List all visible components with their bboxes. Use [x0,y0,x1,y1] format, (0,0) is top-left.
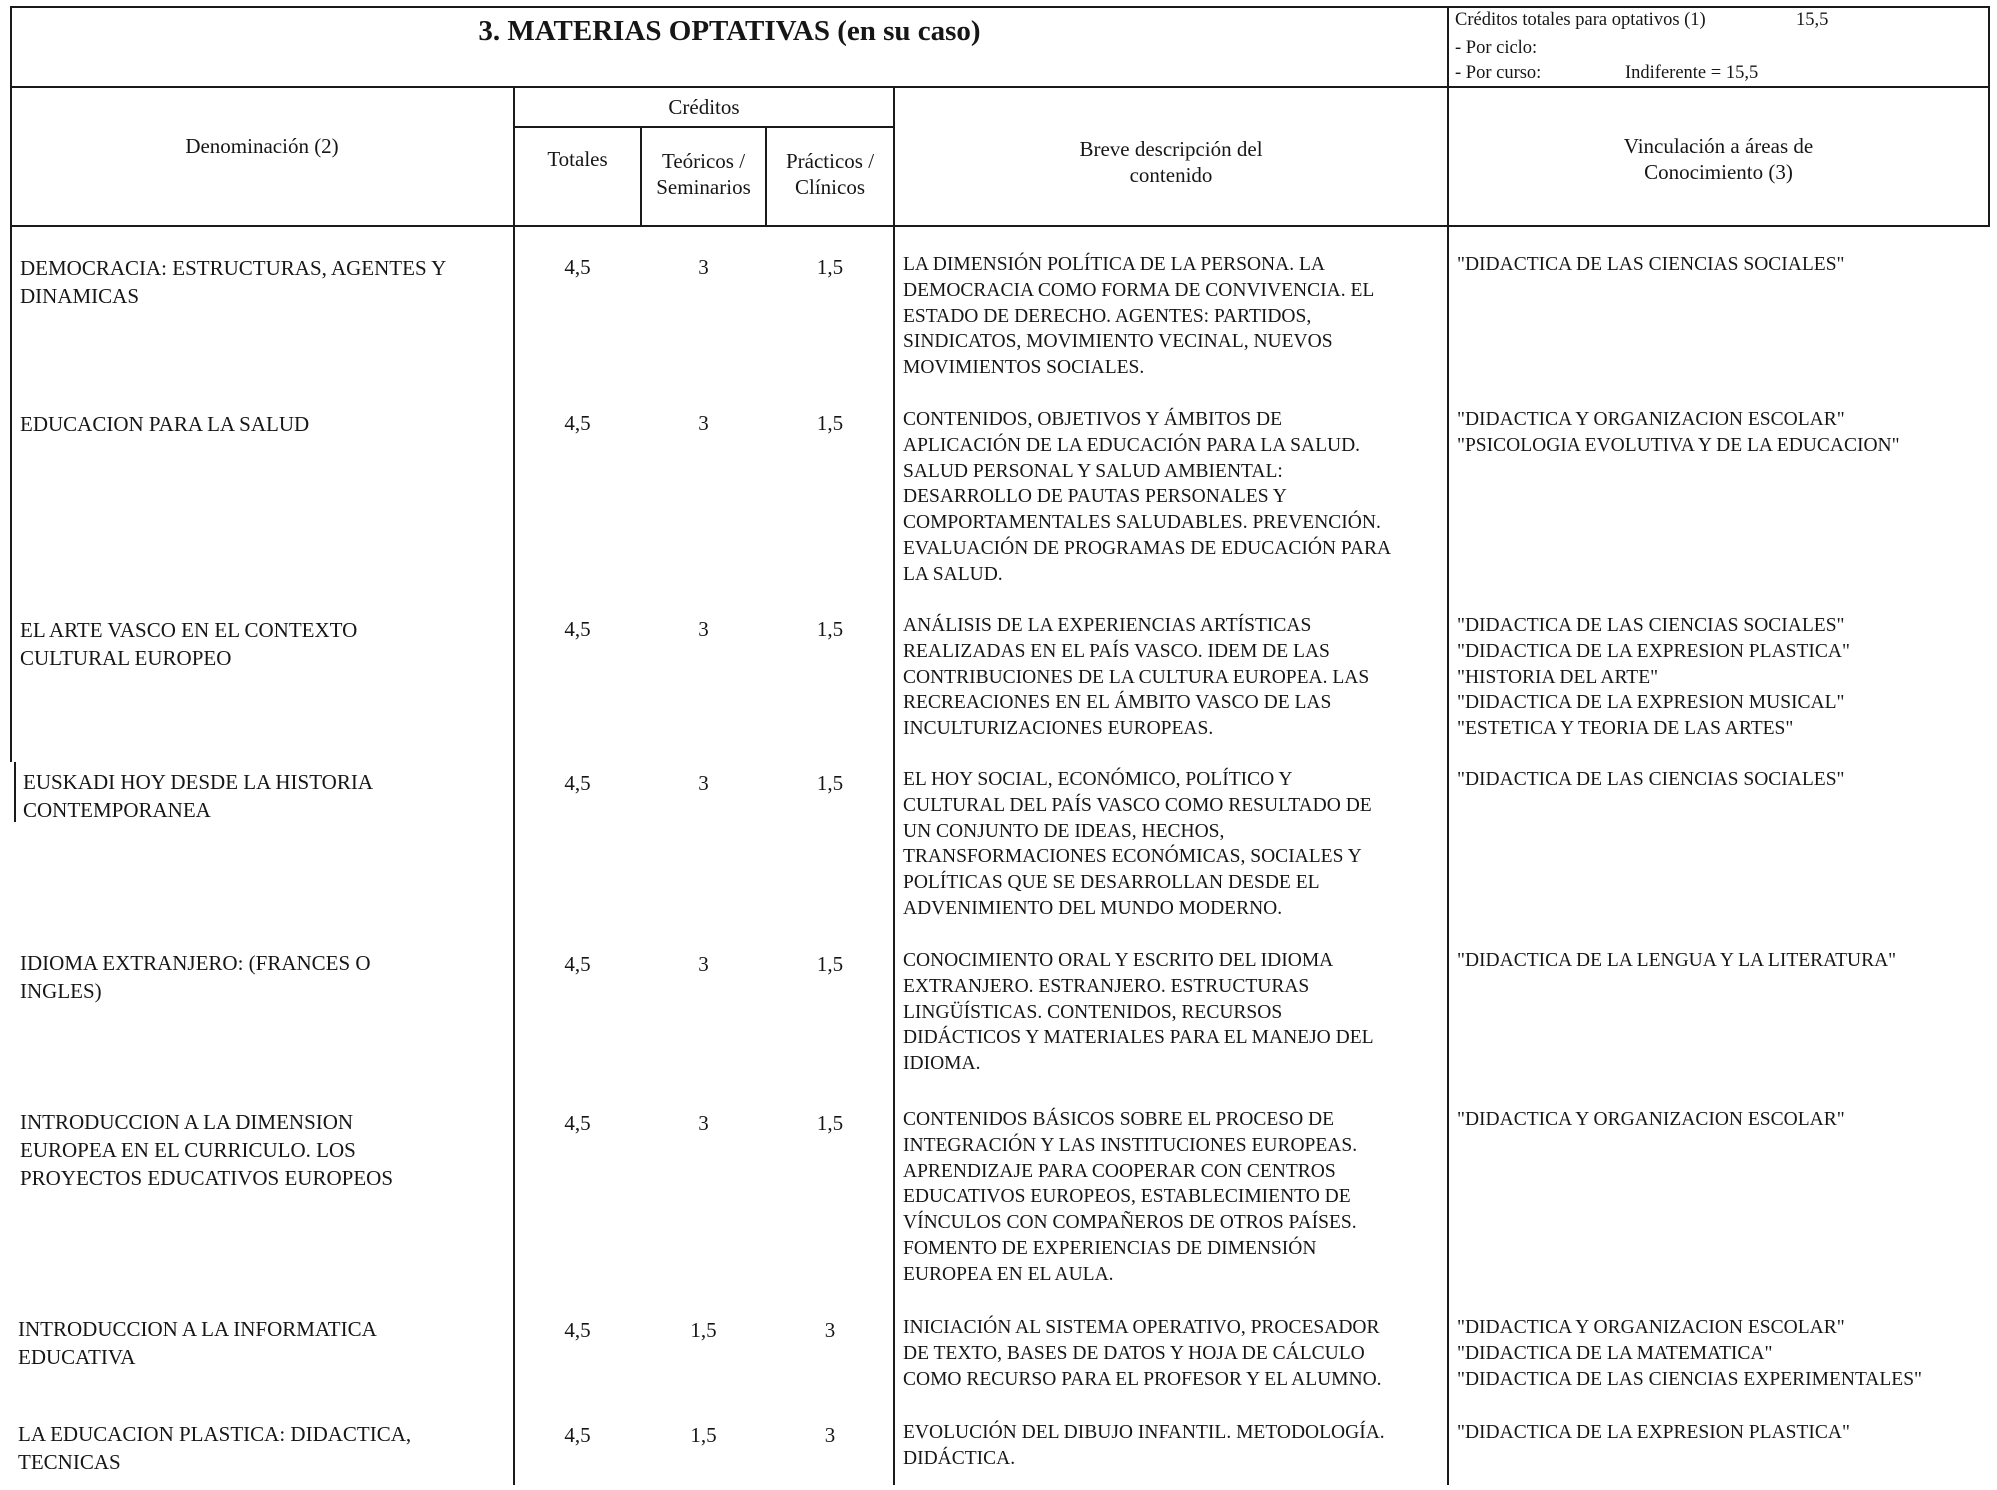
row-areas: "DIDACTICA DE LA LENGUA Y LA LITERATURA" [1457,950,1897,971]
col-teoricos: Teóricos / Seminarios [656,149,751,199]
col-vinculacion: Vinculación a áreas de Conocimiento (3) [1623,134,1814,184]
col-denominacion: Denominación (2) [185,134,339,158]
rule-title-bottom [10,86,1990,88]
row-practicos: 1,5 [816,255,844,279]
rule-top [10,6,1990,8]
rule-left-body-lower [14,762,16,822]
rule-v4-body [893,227,895,1485]
row-areas: "DIDACTICA DE LAS CIENCIAS SOCIALES" [1457,254,1845,275]
rule-title-divider [1447,6,1449,86]
row-teoricos: 3 [698,255,709,279]
row-areas: "DIDACTICA Y ORGANIZACION ESCOLAR" "PSICOLOGIA EVOLUTIVA Y DE LA EDUCACION" [1457,409,1900,456]
rule-creditos-under [513,126,895,128]
row-description: ANÁLISIS DE LA EXPERIENCIAS ARTÍSTICAS REALIZADAS EN EL PAÍS VASCO. IDEM DE LAS CONTRIBUCIONES DE LA CULTURA EUROPEA. LAS RECREACIONES EN EL ÁMBITO VASCO DE LAS INCULTURIZACIONES EUROPEAS. [903,615,1370,740]
row-description: CONOCIMIENTO ORAL Y ESCRITO DEL IDIOMA EXTRANJERO. ESTRANJERO. ESTRUCTURAS LINGÜÍSTICAS. CONTENIDOS, RECURSOS DIDÁCTICOS Y MATERIALES PARA EL MANEJO DEL IDIOMA. [903,950,1374,1075]
por-curso-value: Indiferente = 15,5 [1625,63,1759,83]
row-totales: 4,5 [564,1111,591,1135]
row-areas: "DIDACTICA Y ORGANIZACION ESCOLAR" "DIDACTICA DE LA MATEMATICA" "DIDACTICA DE LAS CIENCIAS EXPERIMENTALES" [1457,1317,1923,1390]
row-name: LA EDUCACION PLASTICA: DIDACTICA, TECNICAS [18,1422,412,1474]
row-areas: "DIDACTICA Y ORGANIZACION ESCOLAR" [1457,1109,1845,1130]
row-practicos: 1,5 [816,411,844,435]
row-totales: 4,5 [564,952,591,976]
credits-total-value: 15,5 [1796,10,1829,30]
por-ciclo-label: - Por ciclo: [1455,38,1538,58]
row-name: IDIOMA EXTRANJERO: (FRANCES O INGLES) [20,951,371,1003]
row-totales: 4,5 [564,411,591,435]
rule-header-bottom [10,225,1990,227]
row-practicos: 3 [824,1318,836,1342]
row-name: INTRODUCCION A LA DIMENSION EUROPEA EN EL CURRICULO. LOS PROYECTOS EDUCATIVOS EUROPEOS [20,1110,393,1190]
row-practicos: 1,5 [816,1111,844,1135]
credits-total-label: Créditos totales para optativos (1) [1455,10,1706,30]
row-description: EL HOY SOCIAL, ECONÓMICO, POLÍTICO Y CULTURAL DEL PAÍS VASCO COMO RESULTADO DE UN CONJUNTO DE IDEAS, HECHOS, TRANSFORMACIONES ECONÓMICAS, SOCIALES Y POLÍTICAS QUE SE DESARROLLAN DESDE EL ADVENIMIENTO DEL MUNDO MODERNO. [903,769,1372,919]
row-description: LA DIMENSIÓN POLÍTICA DE LA PERSONA. LA DEMOCRACIA COMO FORMA DE CONVIVENCIA. EL ESTADO DE DERECHO. AGENTES: PARTIDOS, SINDICATOS, MOVIMIENTO VECINAL, NUEVOS MOVIMIENTOS SOCIALES. [903,254,1375,379]
row-totales: 4,5 [564,771,591,795]
row-teoricos: 3 [698,952,709,976]
row-totales: 4,5 [564,617,591,641]
row-teoricos: 3 [698,411,709,435]
row-description: INICIACIÓN AL SISTEMA OPERATIVO, PROCESADOR DE TEXTO, BASES DE DATOS Y HOJA DE CÁLCULO COMO RECURSO PARA EL PROFESOR Y EL ALUMNO. [903,1317,1382,1390]
row-teoricos: 3 [698,771,709,795]
rule-left-body [10,227,12,762]
row-totales: 4,5 [564,1423,591,1447]
row-name: EUSKADI HOY DESDE LA HISTORIA CONTEMPORANEA [23,770,373,822]
row-description: CONTENIDOS, OBJETIVOS Y ÁMBITOS DE APLICACIÓN DE LA EDUCACIÓN PARA LA SALUD. SALUD PERSONAL Y SALUD AMBIENTAL: DESARROLLO DE PAUTAS PERSONALES Y COMPORTAMENTALES SALUDABLES. PREVENCIÓN. EVALUACIÓN DE PROGRAMAS DE EDUCACIÓN PARA LA SALUD. [903,409,1392,585]
row-practicos: 3 [824,1423,836,1447]
row-teoricos: 1,5 [690,1423,717,1447]
col-creditos: Créditos [668,95,740,119]
row-areas: "DIDACTICA DE LAS CIENCIAS SOCIALES" "DIDACTICA DE LA EXPRESION PLASTICA" "HISTORIA DEL ARTE" "DIDACTICA DE LA EXPRESION MUSICAL" "ESTETICA Y TEORIA DE LAS ARTES" [1457,615,1850,740]
row-practicos: 1,5 [816,771,844,795]
row-teoricos: 3 [698,1111,709,1135]
row-practicos: 1,5 [816,617,844,641]
row-totales: 4,5 [564,1318,591,1342]
row-totales: 4,5 [564,255,591,279]
col-practicos: Prácticos / Clínicos [785,149,875,199]
row-areas: "DIDACTICA DE LA EXPRESION PLASTICA" [1457,1422,1850,1443]
row-description: CONTENIDOS BÁSICOS SOBRE EL PROCESO DE INTEGRACIÓN Y LAS INSTITUCIONES EUROPEAS. APRENDIZAJE PARA COOPERAR CON CENTROS EDUCATIVOS EUROPEOS, ESTABLECIMIENTO DE VÍNCULOS CON COMPAÑEROS DE OTROS PAÍSES. FOMENTO DE EXPERIENCIAS DE DIMENSIÓN EUROPEA EN EL AULA. [903,1109,1358,1285]
row-name: EL ARTE VASCO EN EL CONTEXTO CULTURAL EUROPEO [20,618,358,670]
page-title: 3. MATERIAS OPTATIVAS (en su caso) [478,15,981,47]
por-curso-label: - Por curso: [1455,63,1542,83]
row-teoricos: 3 [698,617,709,641]
rule-right-top [1988,6,1990,227]
row-description: EVOLUCIÓN DEL DIBUJO INFANTIL. METODOLOGÍA. DIDÁCTICA. [903,1422,1385,1469]
row-name: EDUCACION PARA LA SALUD [20,412,310,436]
rule-v5-body [1447,227,1449,1485]
row-name: DEMOCRACIA: ESTRUCTURAS, AGENTES Y DINAMICAS [20,256,447,308]
col-descripcion: Breve descripción del contenido [1079,137,1263,187]
col-totales: Totales [547,147,608,171]
row-practicos: 1,5 [816,952,844,976]
row-name: INTRODUCCION A LA INFORMATICA EDUCATIVA [18,1317,377,1369]
row-teoricos: 1,5 [690,1318,717,1342]
row-areas: "DIDACTICA DE LAS CIENCIAS SOCIALES" [1457,769,1845,790]
